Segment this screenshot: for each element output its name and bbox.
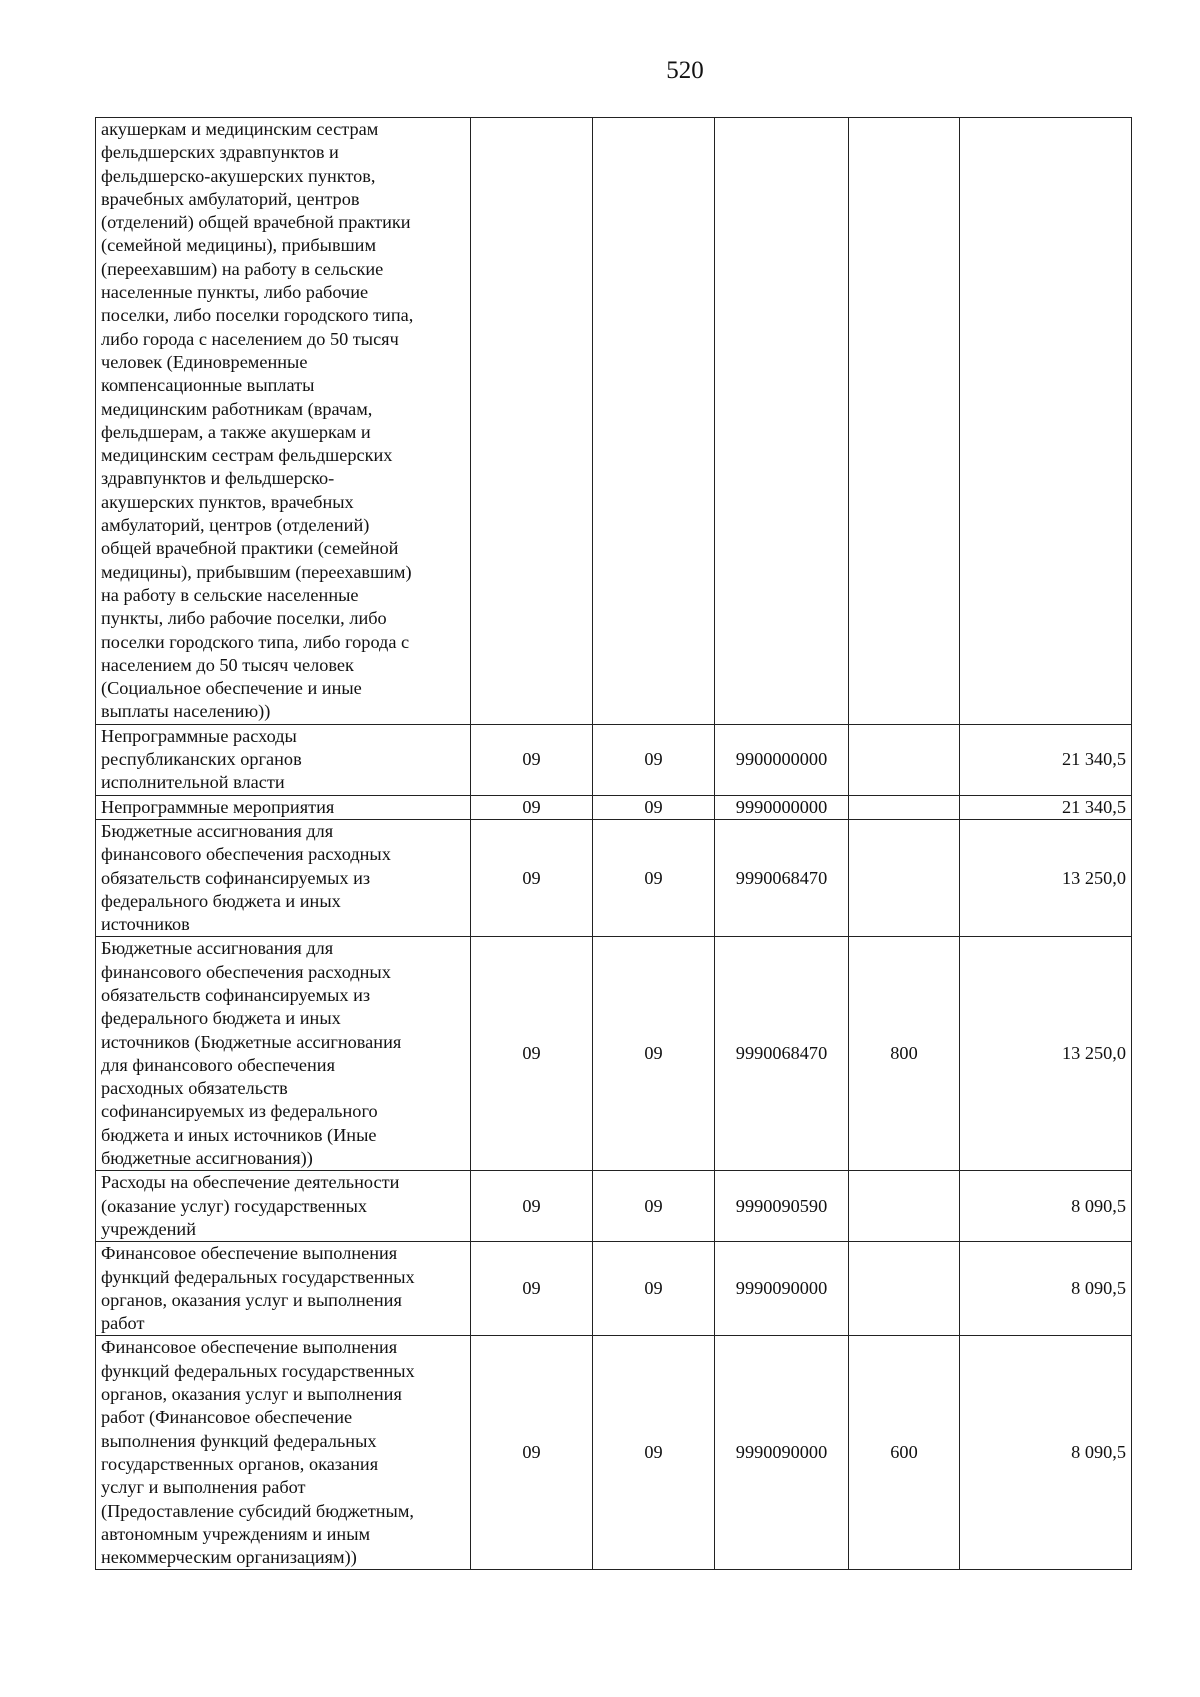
subsection-code-cell: 09 xyxy=(593,1242,715,1336)
target-article-cell: 9990000000 xyxy=(715,795,849,819)
section-code-cell xyxy=(471,118,593,725)
expense-name-line: работ (Финансовое обеспечение xyxy=(101,1407,353,1428)
expense-type-cell xyxy=(849,795,960,819)
section-code-cell: 09 xyxy=(471,937,593,1171)
target-article-cell: 9900000000 xyxy=(715,724,849,795)
amount-cell xyxy=(960,118,1132,725)
expense-name-line: исполнительной власти xyxy=(101,772,285,793)
expense-name-line: федерального бюджета и иных xyxy=(101,1008,341,1029)
expense-name-line: для финансового обеспечения xyxy=(101,1054,335,1075)
expense-name-cell xyxy=(96,795,471,819)
expense-name-line: выплаты населению)) xyxy=(101,701,271,722)
page-number: 520 xyxy=(666,57,704,84)
subsection-code-cell: 09 xyxy=(593,724,715,795)
expense-name-cell xyxy=(96,819,471,936)
expense-name-line: поселки городского типа, либо города с xyxy=(101,631,410,652)
subsection-code-cell: 09 xyxy=(593,937,715,1171)
expense-name-line: медицинским сестрам фельдшерских xyxy=(101,445,393,466)
expense-name-line: учреждений xyxy=(101,1218,196,1239)
expense-name-line: акушерских пунктов, врачебных xyxy=(101,491,354,512)
expense-name-line: (Социальное обеспечение и иные xyxy=(101,678,362,699)
subsection-code-cell: 09 xyxy=(593,1336,715,1570)
expense-name-line: выполнения функций федеральных xyxy=(101,1430,377,1451)
target-article-cell: 9990068470 xyxy=(715,937,849,1171)
section-code-cell: 09 xyxy=(471,724,593,795)
expense-name-line: источников xyxy=(101,914,190,935)
expense-name-line: Бюджетные ассигнования для xyxy=(101,938,334,959)
subsection-code-cell: 09 xyxy=(593,1171,715,1242)
table-row xyxy=(96,1336,1132,1570)
expense-name-cell xyxy=(96,118,471,725)
subsection-code-cell xyxy=(593,118,715,725)
table-row xyxy=(96,937,1132,1171)
expense-name-line: бюджетные ассигнования)) xyxy=(101,1148,313,1169)
expense-name-line: здравпунктов и фельдшерско- xyxy=(101,468,335,489)
target-article-cell: 9990090000 xyxy=(715,1336,849,1570)
table-row xyxy=(96,795,1132,819)
target-article-cell: 9990068470 xyxy=(715,819,849,936)
expense-type-cell xyxy=(849,118,960,725)
table-row xyxy=(96,1242,1132,1336)
expense-name-line: человек (Единовременные xyxy=(101,351,308,372)
expense-name-line: (переехавшим) на работу в сельские xyxy=(101,258,384,279)
section-code-cell: 09 xyxy=(471,1242,593,1336)
amount-cell: 21 340,5 xyxy=(960,724,1132,795)
section-code-cell: 09 xyxy=(471,1336,593,1570)
expense-type-cell xyxy=(849,1171,960,1242)
expense-type-cell xyxy=(849,819,960,936)
expense-name-line: функций федеральных государственных xyxy=(101,1266,415,1287)
expense-name-cell xyxy=(96,1336,471,1570)
expense-type-cell: 600 xyxy=(849,1336,960,1570)
expense-name-line: автономным учреждениям и иным xyxy=(101,1523,371,1544)
expense-type-cell xyxy=(849,1242,960,1336)
expense-name-line: амбулаторий, центров (отделений) xyxy=(101,515,370,536)
section-code-cell: 09 xyxy=(471,795,593,819)
expense-name-line: федерального бюджета и иных xyxy=(101,890,341,911)
expense-name-line: общей врачебной практики (семейной xyxy=(101,538,399,559)
expense-name-line: пункты, либо рабочие поселки, либо xyxy=(101,608,387,629)
amount-cell: 13 250,0 xyxy=(960,937,1132,1171)
expense-type-cell xyxy=(849,724,960,795)
expense-name-line: населенные пункты, либо рабочие xyxy=(101,282,369,303)
expense-name-line: Бюджетные ассигнования для xyxy=(101,820,334,841)
expense-name-line: финансового обеспечения расходных xyxy=(101,844,391,865)
expense-name-cell xyxy=(96,937,471,1171)
expense-name-line: поселки, либо поселки городского типа, xyxy=(101,305,414,326)
expense-name-line: компенсационные выплаты xyxy=(101,375,315,396)
expense-name-line: услуг и выполнения работ xyxy=(101,1477,306,1498)
expense-name-line: медицины), прибывшим (переехавшим) xyxy=(101,561,412,582)
expense-name-line: (оказание услуг) государственных xyxy=(101,1195,367,1216)
expense-name-line: на работу в сельские населенные xyxy=(101,584,359,605)
table-row xyxy=(96,1171,1132,1242)
expense-name-cell xyxy=(96,724,471,795)
amount-cell: 13 250,0 xyxy=(960,819,1132,936)
expense-name-cell xyxy=(96,1242,471,1336)
target-article-cell: 9990090000 xyxy=(715,1242,849,1336)
target-article-cell: 9990090590 xyxy=(715,1171,849,1242)
expense-name-line: некоммерческим организациям)) xyxy=(101,1547,357,1568)
expense-name-line: либо города с населением до 50 тысяч xyxy=(101,328,399,349)
section-code-cell: 09 xyxy=(471,819,593,936)
expense-name-line: финансового обеспечения расходных xyxy=(101,961,391,982)
expense-name-line: врачебных амбулаторий, центров xyxy=(101,188,360,209)
target-article-cell xyxy=(715,118,849,725)
subsection-code-cell: 09 xyxy=(593,795,715,819)
section-code-cell: 09 xyxy=(471,1171,593,1242)
expense-name-line: функций федеральных государственных xyxy=(101,1360,415,1381)
expense-name-line: расходных обязательств xyxy=(101,1078,288,1099)
expense-name-line: медицинским работникам (врачам, xyxy=(101,398,373,419)
expense-name-line: Финансовое обеспечение выполнения xyxy=(101,1337,398,1358)
table-row xyxy=(96,724,1132,795)
expense-name-line: (отделений) общей врачебной практики xyxy=(101,212,411,233)
amount-cell: 8 090,5 xyxy=(960,1171,1132,1242)
expense-name-line: фельдшерско-акушерских пунктов, xyxy=(101,165,376,186)
expense-name-line: республиканских органов xyxy=(101,749,302,770)
expense-name-line: софинансируемых из федерального xyxy=(101,1101,378,1122)
expense-name-line: Расходы на обеспечение деятельности xyxy=(101,1172,400,1193)
expense-name-line: (семейной медицины), прибывшим xyxy=(101,235,377,256)
amount-cell: 8 090,5 xyxy=(960,1336,1132,1570)
budget-table xyxy=(95,117,1132,1570)
expense-name-line: населением до 50 тысяч человек xyxy=(101,654,354,675)
expense-name-line: фельдшерам, а также акушеркам и xyxy=(101,421,371,442)
budget-table-body xyxy=(96,118,1132,1570)
expense-name-line: органов, оказания услуг и выполнения xyxy=(101,1289,402,1310)
amount-cell: 21 340,5 xyxy=(960,795,1132,819)
table-row xyxy=(96,819,1132,936)
expense-name-line: (Предоставление субсидий бюджетным, xyxy=(101,1500,414,1521)
expense-name-cell xyxy=(96,1171,471,1242)
expense-name-line: бюджета и иных источников (Иные xyxy=(101,1124,377,1145)
subsection-code-cell: 09 xyxy=(593,819,715,936)
expense-name-line: Непрограммные мероприятия xyxy=(101,796,335,817)
expense-name-line: Непрограммные расходы xyxy=(101,725,297,746)
expense-name-line: источников (Бюджетные ассигнования xyxy=(101,1031,402,1052)
amount-cell: 8 090,5 xyxy=(960,1242,1132,1336)
expense-name-line: обязательств софинансируемых из xyxy=(101,867,371,888)
expense-name-line: акушеркам и медицинским сестрам xyxy=(101,119,379,139)
expense-name-line: фельдшерских здравпунктов и xyxy=(101,142,339,163)
expense-name-line: работ xyxy=(101,1313,145,1334)
expense-name-line: Финансовое обеспечение выполнения xyxy=(101,1243,398,1264)
expense-type-cell: 800 xyxy=(849,937,960,1171)
expense-name-line: органов, оказания услуг и выполнения xyxy=(101,1384,402,1405)
table-row xyxy=(96,118,1132,725)
expense-name-line: государственных органов, оказания xyxy=(101,1453,379,1474)
expense-name-line: обязательств софинансируемых из xyxy=(101,984,371,1005)
